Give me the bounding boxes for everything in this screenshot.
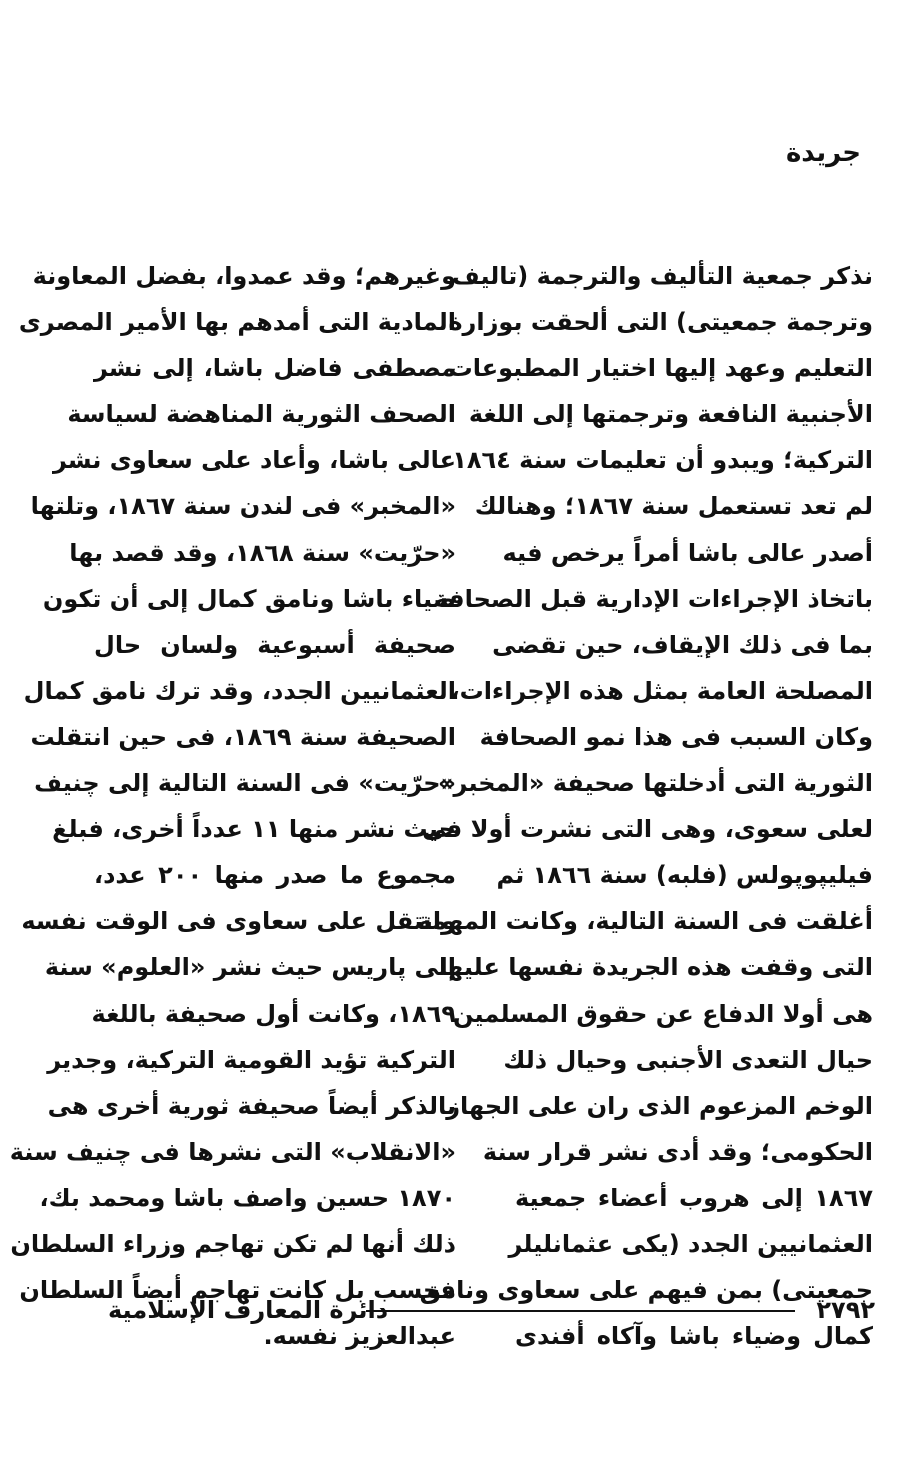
text-line: فحسب بل كانت تهاجم أيضاً السلطان bbox=[19, 1276, 456, 1305]
footer-rule bbox=[366, 1310, 795, 1312]
page-number: ٢٧٩٢ bbox=[816, 1296, 875, 1324]
text-line: «حرّيت» فى السنة التالية إلى چنيف bbox=[34, 769, 456, 798]
text-line: مصطفى فاضل باشا، إلى نشر bbox=[94, 354, 456, 383]
text-line: الثورية التى أدخلتها صحيفة «المخبر» bbox=[438, 769, 873, 798]
text-line: التركية تؤيد القومية التركية، وجدير bbox=[47, 1045, 456, 1074]
text-line: التركية؛ ويبدو أن تعليمات سنة ١٨٦٤ bbox=[452, 446, 873, 475]
text-line: الحكومى؛ وقد أدى نشر قرار سنة bbox=[482, 1137, 873, 1166]
text-line: ١٨٦٧ إلى هروب أعضاء جمعية bbox=[515, 1183, 873, 1212]
text-line: ذلك أنها لم تكن تهاجم وزراء السلطان bbox=[10, 1229, 456, 1258]
text-line: وكان السبب فى هذا نمو الصحافة bbox=[479, 722, 873, 751]
publication-title: دائرة المعارف الإسلامية bbox=[108, 1296, 389, 1324]
text-line: التعليم وعهد إليها اختيار المطبوعات bbox=[448, 354, 873, 383]
text-line: حيث نشر منها ١١ عدداً أخرى، فبلغ bbox=[52, 815, 456, 844]
text-line: الأجنبية النافعة وترجمتها إلى اللغة bbox=[468, 400, 873, 429]
text-line: «الانقلاب» التى نشرها فى چنيف سنة bbox=[9, 1137, 456, 1166]
text-line: مجموع ما صدر منها ٢٠٠ عدد، bbox=[94, 861, 456, 890]
text-line: «حرّيت» سنة ١٨٦٨، وقد قصد بها bbox=[69, 538, 456, 567]
text-line: فيليپوپولس (فلبه) سنة ١٨٦٦ ثم bbox=[496, 861, 873, 890]
text-line: «المخبر» فى لندن سنة ١٨٦٧، وتلتها bbox=[30, 492, 456, 521]
text-line: بما فى ذلك الإيقاف، حين تقضى bbox=[492, 630, 873, 659]
running-head: جريدة bbox=[785, 138, 861, 168]
text-line: الصحف الثورية المناهضة لسياسة bbox=[67, 400, 456, 429]
text-line: وانتقل على سعاوى فى الوقت نفسه bbox=[21, 907, 456, 936]
text-line: إلى پاريس حيث نشر «العلوم» سنة bbox=[44, 953, 456, 982]
text-line: نذكر جمعية التأليف والترجمة (تاليف bbox=[451, 262, 873, 290]
text-line: لعلى سعوى، وهى التى نشرت أولا فى bbox=[422, 815, 873, 844]
text-line: عالى باشا، وأعاد على سعاوى نشر bbox=[52, 446, 456, 475]
text-column-right bbox=[417, 253, 873, 1359]
text-column-left bbox=[9, 253, 456, 1359]
text-line: هى أولا الدفاع عن حقوق المسلمين bbox=[452, 999, 873, 1028]
text-line: كمال وضياء باشا وآكاه أفندى bbox=[515, 1322, 873, 1351]
text-line: باتخاذ الإجراءات الإدارية قبل الصحافة bbox=[434, 584, 873, 613]
text-line: جمعيتى) بمن فيهم على سعاوى ونامق bbox=[419, 1276, 873, 1305]
text-line: ضياء باشا ونامق كمال إلى أن تكون bbox=[42, 584, 456, 613]
text-line: الصحيفة سنة ١٨٦٩، فى حين انتقلت bbox=[30, 722, 456, 751]
text-line: صحيفة أسبوعية ولسان حال bbox=[94, 630, 456, 659]
text-line: أغلقت فى السنة التالية، وكانت المهمة bbox=[417, 907, 873, 936]
text-line: المصلحة العامة بمثل هذه الإجراءات، bbox=[450, 676, 873, 705]
text-line: عبدالعزيز نفسه. bbox=[263, 1322, 456, 1351]
text-line: ١٨٧٠ حسين واصف باشا ومحمد بك، bbox=[39, 1183, 456, 1212]
text-line: وترجمة جمعيتى) التى ألحقت بوزارة bbox=[448, 308, 873, 337]
text-line: العثمانيين الجدد، وقد ترك نامق كمال bbox=[23, 676, 456, 705]
text-line: المادية التى أمدهم بها الأمير المصرى bbox=[18, 308, 456, 337]
text-line: أصدر عالى باشا أمراً يرخص فيه bbox=[502, 538, 873, 567]
text-line: وغيرهم؛ وقد عمدوا، بفضل المعاونة bbox=[32, 262, 456, 290]
text-line: التى وقفت هذه الجريدة نفسها عليها bbox=[439, 953, 873, 982]
text-line: العثمانيين الجدد (يكى عثمانليلر bbox=[508, 1229, 873, 1258]
text-line: ١٨٦٩، وكانت أول صحيفة باللغة bbox=[91, 999, 456, 1028]
text-line: بالذكر أيضاً صحيفة ثورية أخرى هى bbox=[47, 1091, 456, 1120]
page-footer bbox=[108, 1290, 875, 1330]
text-line: حيال التعدى الأجنبى وحيال ذلك bbox=[503, 1045, 873, 1074]
text-line: الوخم المزعوم الذى ران على الجهاز bbox=[446, 1091, 873, 1120]
text-line: لم تعد تستعمل سنة ١٨٦٧؛ وهنالك bbox=[474, 492, 873, 521]
